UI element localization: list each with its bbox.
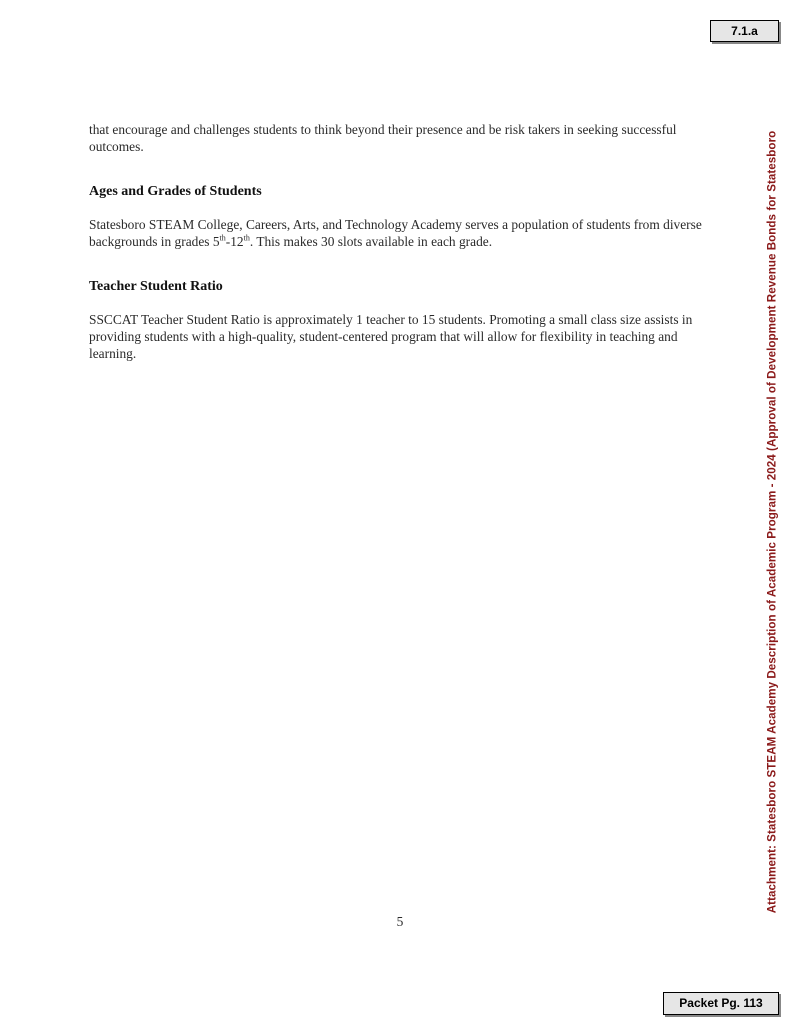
item-tag: 7.1.a <box>710 20 779 42</box>
section-heading-teacher-ratio: Teacher Student Ratio <box>89 279 223 294</box>
intro-paragraph: that encourage and challenges students to think beyond their presence and be risk takers in seeking successful outcomes. <box>89 122 677 154</box>
document-body <box>89 121 709 362</box>
ages-sup-2: th <box>243 233 250 243</box>
ages-text-part3: . This makes 30 slots available in each grade. <box>249 234 493 249</box>
ages-sup-1: th <box>219 233 226 243</box>
page-number: 5 <box>396 914 404 929</box>
section-heading-ages-grades: Ages and Grades of Students <box>89 184 262 199</box>
ages-text-part2: -12 <box>225 234 244 249</box>
ages-text-part1: Statesboro STEAM College, Careers, Arts, and Technology Academy serves a population of students from diverse backgrounds in grades 5 <box>89 217 702 249</box>
section-body-teacher-ratio: SSCCAT Teacher Student Ratio is approximately 1 teacher to 15 students. Promoting a small class size assists in providing students with a high-quality, student-centered program that will allow for flexibility in teaching and learning. <box>89 312 693 361</box>
packet-page-tag: Packet Pg. 113 <box>663 992 779 1015</box>
attachment-label: Attachment: Statesboro STEAM Academy Description of Academic Program - 2024 (Approval of Development Revenue Bonds for Statesboro <box>765 130 779 914</box>
attachment-sidebar <box>765 80 779 964</box>
section-body-ages-grades <box>89 216 709 250</box>
